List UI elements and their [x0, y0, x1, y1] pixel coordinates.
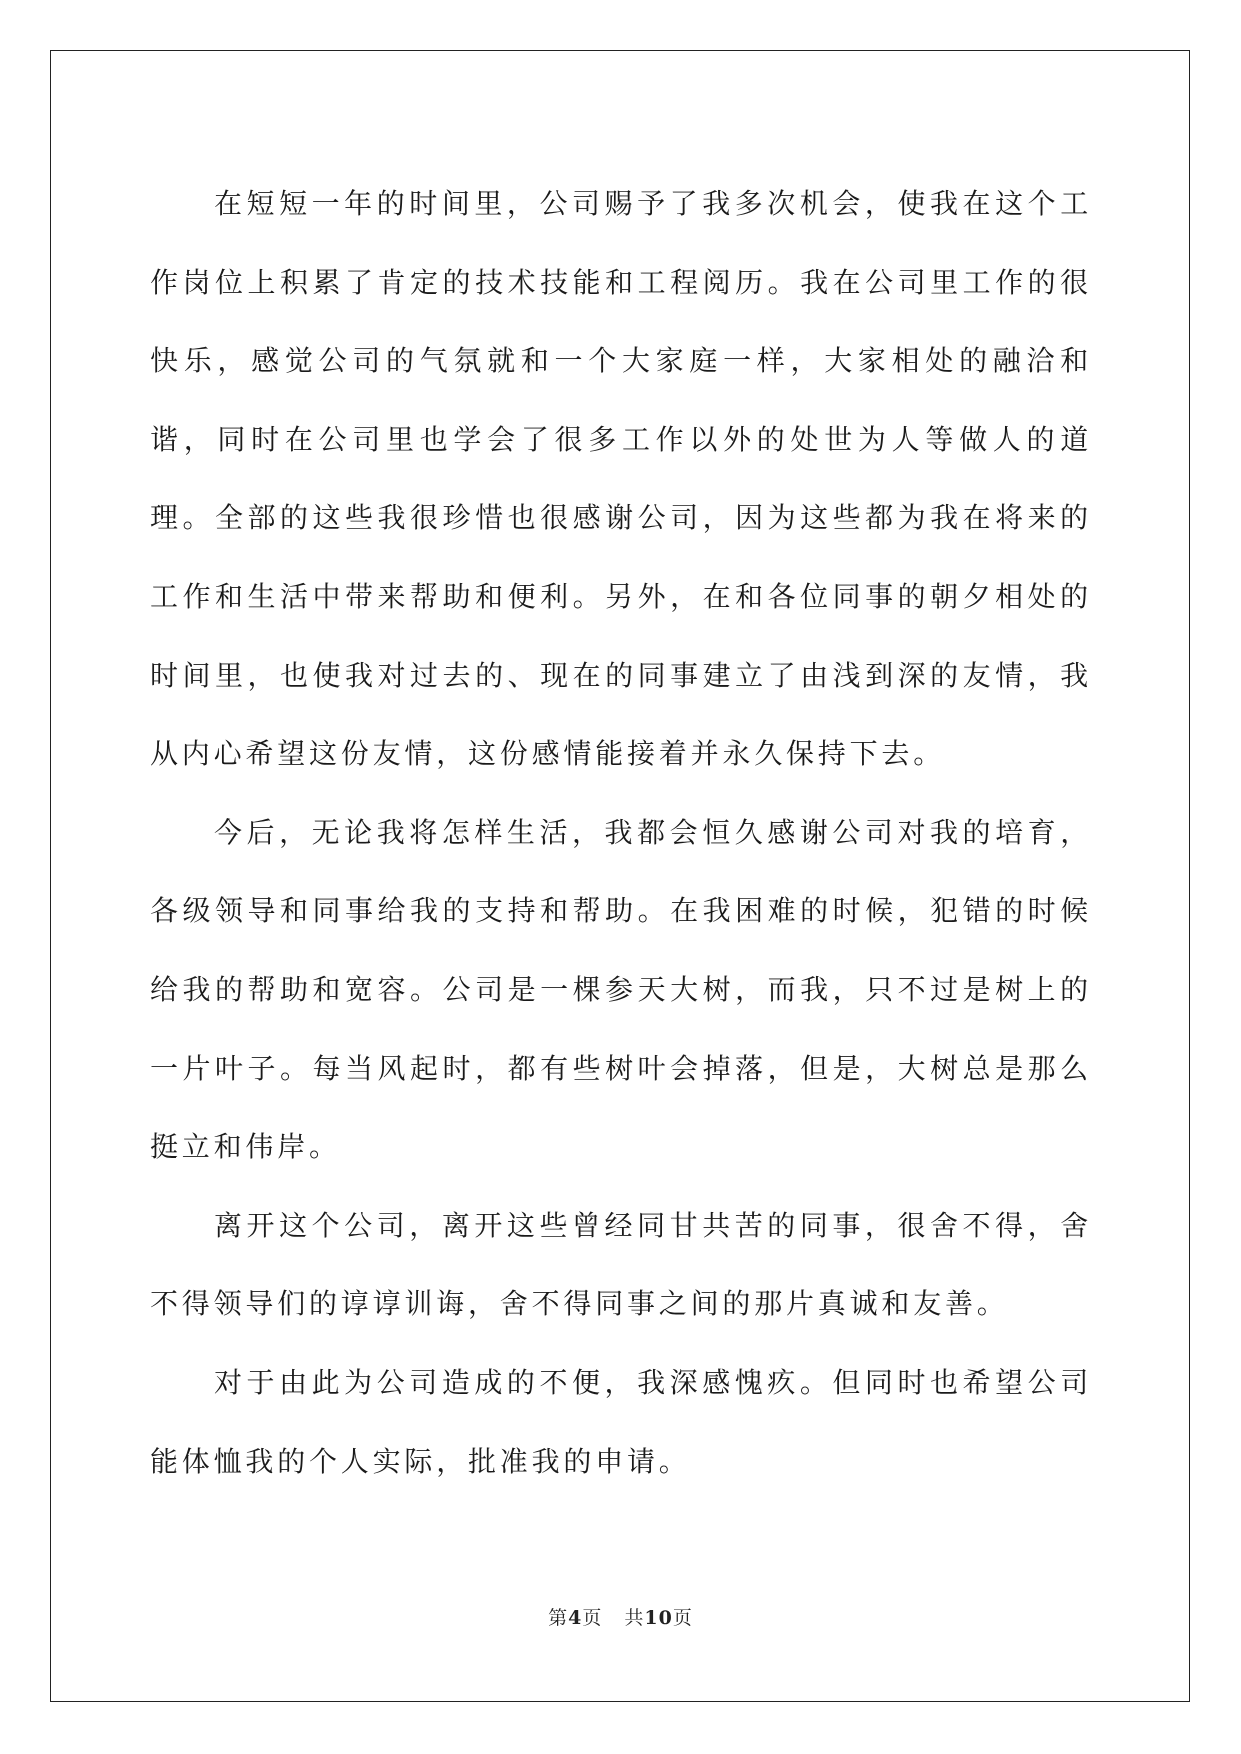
page-prefix: 第 — [548, 1607, 569, 1629]
document-body — [150, 165, 1092, 1501]
paragraph: 对于由此为公司造成的不便，我深感愧疚。但同时也希望公司能体恤我的个人实际，批准我的申请。 — [150, 1365, 1092, 1478]
current-page-number: 4 — [568, 1607, 583, 1629]
paragraph: 在短短一年的时间里，公司赐予了我多次机会，使我在这个工作岗位上积累了肯定的技术技能和工程阅历。我在公司里工作的很快乐，感觉公司的气氛就和一个大家庭一样，大家相处的融洽和谐，同时在公司里也学会了很多工作以外的处世为人等做人的道理。全部的这些我很珍惜也很感谢公司，因为这些都为我在将来的工作和生活中带来帮助和便利。另外，在和各位同事的朝夕相处的时间里，也使我对过去的、现在的同事建立了由浅到深的友情，我从内心希望这份友情，这份感情能接着并永久保持下去。 — [150, 187, 1092, 771]
total-unit: 页 — [672, 1607, 693, 1629]
page-unit: 页 — [582, 1607, 603, 1629]
paragraph: 离开这个公司，离开这些曾经同甘共苦的同事，很舍不得，舍不得领导们的谆谆训诲，舍不得同事之间的那片真诚和友善。 — [150, 1208, 1092, 1321]
total-prefix: 共 — [624, 1607, 645, 1629]
paragraph: 今后，无论我将怎样生活，我都会恒久感谢公司对我的培育，各级领导和同事给我的支持和帮助。在我困难的时候，犯错的时候给我的帮助和宽容。公司是一棵参天大树，而我，只不过是树上的一片叶子。每当风起时，都有些树叶会掉落，但是，大树总是那么挺立和伟岸。 — [150, 815, 1092, 1164]
total-page-count: 10 — [644, 1607, 673, 1629]
page-number-footer — [0, 1603, 1241, 1630]
